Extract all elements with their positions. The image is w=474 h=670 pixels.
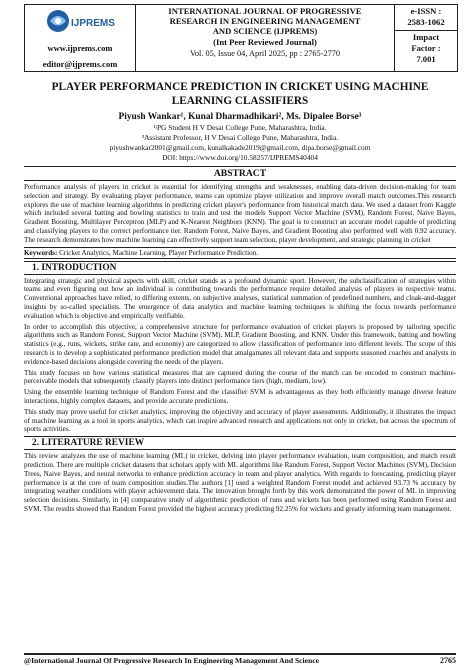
intro-paragraph: This study may prove useful for cricket analytics, improving the objectivity and accuracy of player assessments. Additionally, it illustrates the impact of machine learning as a tool in sports analytics, which can inspire advanced research and applications not only in cricket, but across the spectrum of sports activities.	[24, 407, 456, 434]
page-number: 2765	[440, 656, 456, 665]
keywords	[24, 247, 456, 258]
abstract-heading: ABSTRACT	[24, 167, 456, 181]
impact-value: 7.001	[416, 54, 436, 64]
eissn-value: 2583-1062	[407, 17, 445, 27]
footer-journal-text: @International Journal Of Progressive Research In Engineering Management And Science	[24, 656, 319, 665]
journal-email[interactable]: editor@ijprems.com	[42, 59, 118, 69]
keywords-label: Keywords:	[24, 248, 58, 257]
intro-paragraph: In order to accomplish this objective, a comprehensive structure for performance evaluation of cricket players is proposed by tailoring specific algorithms such as Random Forest, Support Vector Machine (SVM), MLP, Gradient Boosting, and KNN. Under this framework, batting and bowling statistics (e.g., runs, wickets, strike rate, and economy) are categorized to allow classification of performance into different levels. The scope of this research is to develop a sophisticated performance prediction model that amalgamates all relevant data and supports seasoned coaches and analysts in evidence-based decisions alongside covering the needs of the players.	[24, 322, 456, 366]
journal-logo	[44, 8, 116, 38]
intro-paragraph: Integrating strategic and physical aspects with skill, cricket stands as a profound dynamic sport. However, the subclassification of strategies within teams and even figuring out how an individual is contributing towards the performance require detailed analysis of players in respective teams. Conventional approaches have relied, to differing extents, on subjective analyses, statistical summation of predefined numbers, and cloak-and-dagger insights by so-called specialists. The emergence of data analytics and machine learning techniques is shifting the focus towards performance evaluation which is objective and empirically verifiable.	[24, 276, 456, 320]
paper-title	[24, 80, 456, 108]
abstract-text: Performance analysis of players in cricket is essential for identifying strengths and weaknesses, enabling data-driven decision-making for team selection and strategy. By evaluating player performance, teams can optimize player utilization and improve overall match outcomes.This research explores the use of machine learning algorithms in predicting cricket player's performance from historical match data. We used a dataset from Kaggle which included several batting and bowling statistics to train and test the models Support Vector Machine (SVM), Random Forest, Naive Bayes, Gradient Boosting, Multilayer Perceptron (MLP) and K-Nearest Neighbors (KNN). The goal is to construct an accurate model capable of predicting and classifying players to the correct performance tier. Random Forest, Naive Bayes, and Gradient Boosting also performed well with 0.92 accuracy. The research demonstrates how machine learning can effectively support team selection, player development, and strategic planning in cricket	[24, 183, 456, 244]
affiliation-line: ³Assistant Professor, H V Desai College Pune, Maharashtra, India.	[141, 133, 339, 142]
header-center-panel	[136, 5, 395, 71]
impact-label: Impact	[412, 32, 440, 42]
paper-body	[24, 80, 456, 514]
author-emails: piyushwankar2001@gmail.com, kunalkakade2019@gmail.com, dipa.borse@gmail.com	[109, 143, 371, 152]
peer-reviewed-label: (Int Peer Reviewed Journal)	[213, 37, 317, 47]
factor-label: Factor :	[411, 43, 441, 53]
eissn-label: e-ISSN :	[410, 6, 442, 16]
volume-issue: Vol. 05, Issue 04, April 2025, pp : 2765-2770	[189, 49, 341, 58]
logo-text: IJPREMS	[71, 18, 115, 29]
page-footer	[24, 653, 456, 668]
title-line: PLAYER PERFORMANCE PREDICTION IN CRICKET USING MACHINE	[51, 81, 429, 93]
header-right-panel	[395, 5, 457, 71]
logo-icon	[44, 8, 116, 38]
doi-link[interactable]: DOI: https://www.doi.org/10.58257/IJPREMS40404	[162, 153, 318, 162]
section-heading-introduction: 1. INTRODUCTION	[24, 261, 456, 275]
journal-name-line: RESEARCH IN ENGINEERING MANAGEMENT	[169, 16, 361, 26]
journal-name-line: INTERNATIONAL JOURNAL OF PROGRESSIVE	[168, 6, 362, 16]
section-heading-literature-review: 2. LITERATURE REVIEW	[24, 436, 456, 450]
header-left-panel	[25, 5, 136, 71]
intro-paragraph: This study focuses on how various statistical measures that are captured during the course of the match can be encoded to construct machine-perceivable models that subsequently classify players into distinct performance tiers (high, medium, low).	[24, 368, 456, 386]
keywords-text: Cricket Analytics, Machine Learning, Player Performance Prediction.	[59, 248, 259, 257]
literature-paragraph: This review analyzes the use of machine learning (ML) in cricket, delving into player performance evaluation, team composition, and match result prediction. There are multiple cricket datasets that scholars apply with ML algorithms like Random Forest, Support Vector Machines (SVM), Decision Trees, Naive Bayes, and neural networks to enhance prediction accuracy in team and player analytics. With regards to forecasting, predicting player performance is at the core of team composition studies.The authors [1] used a weighted Random Forest model and achieved 93.73 % accuracy by integrating weather conditions with player achievement data. The innovation brought forth by this work demonstrated the power of ML in improving selection decisions. Similarly, in [4] comparative study of algorithmic prediction of runs and wickets has been performed using Random Forest and SVM. The results showed that Random Forest provided the highest accuracy predicting 92.25% for wickets and greatly informing team management.	[24, 452, 456, 513]
affiliation-line: ¹ʲPG Student H V Desai College Pune, Maharashtra, India.	[153, 123, 327, 132]
intro-paragraph: Using the ensemble learning technique of Random Forest and the classifier SVM is advantageous as they both efficiently manage diverse feature interactions, highly complex datasets, and provide accurate predictions.	[24, 388, 456, 405]
journal-website[interactable]: www.ijprems.com	[47, 43, 113, 53]
divider	[395, 30, 457, 31]
author-list: Piyush Wankar¹, Kunal Dharmadhikari², Ms. Dipalee Borse³	[118, 112, 362, 122]
title-line: LEARNING CLASSIFIERS	[171, 95, 309, 107]
abstract-section	[24, 166, 456, 259]
journal-header	[24, 4, 458, 72]
journal-name-line: AND SCIENCE (IJPREMS)	[212, 26, 318, 36]
